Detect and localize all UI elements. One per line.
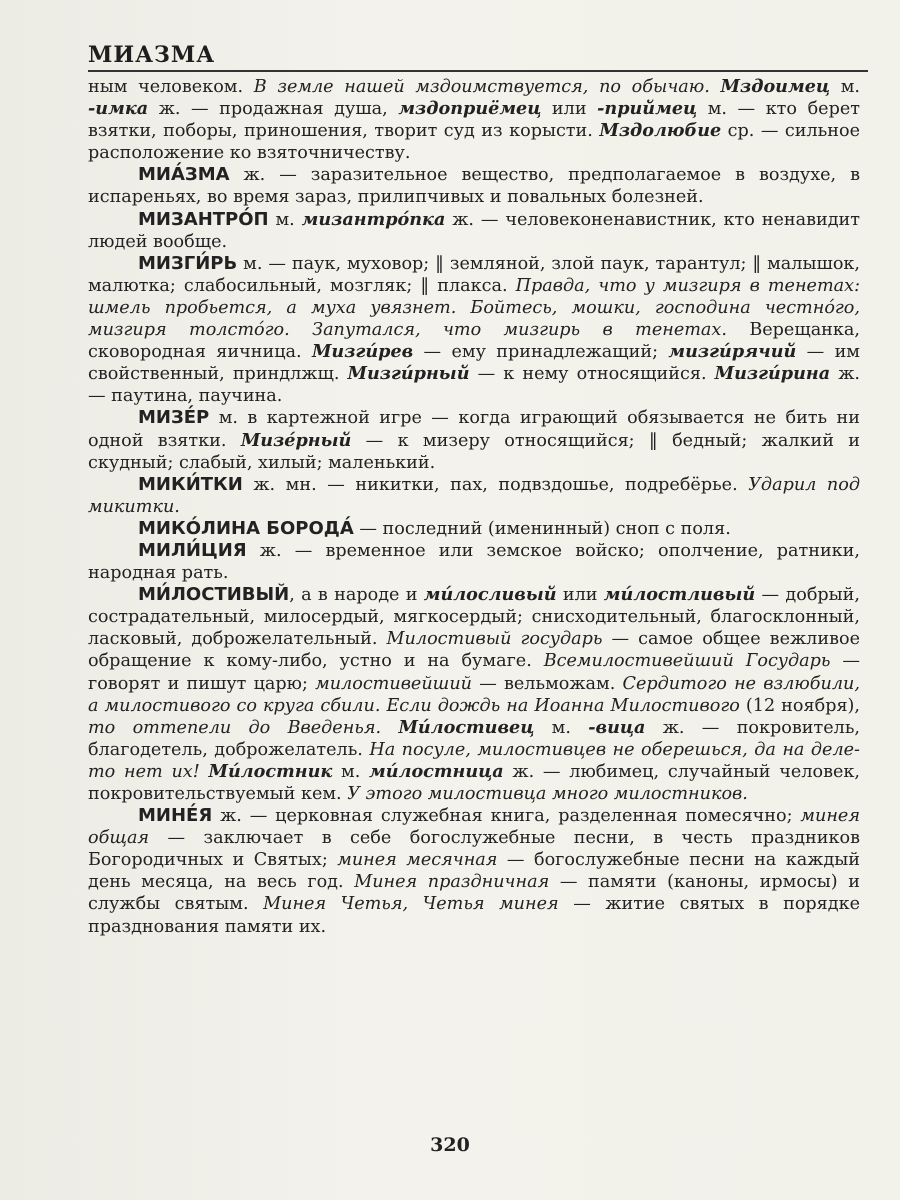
headword: МИЗГИ́РЬ xyxy=(138,252,238,274)
example-text: На посуле, милостивцев не оберешься, да на деле-то нет их! xyxy=(88,739,861,782)
definition-text: — к нему относящийся. xyxy=(469,364,715,385)
derived-word: мздоприёмец xyxy=(398,98,542,120)
derived-word: Ми́лостник xyxy=(208,760,333,782)
definition-text: — житие святых в порядке празднования памяти их. xyxy=(88,894,861,937)
definition-text: м. — паук, муховор; ‖ земляной, злой паук, тарантул; ‖ малышок, малютка; слабосильный, мозгляк; ‖ плакса. xyxy=(88,253,860,296)
definition-text: — говорят и пишут царю; xyxy=(88,651,860,694)
definition-text: — последний (именинный) сноп с поля. xyxy=(353,518,731,539)
definition-text: — самое общее вежливое обращение к кому-либо, устно и на бумаге. xyxy=(88,629,860,672)
header-title: МИАЗМА xyxy=(88,42,216,68)
headword: МИА́ЗМА xyxy=(138,164,230,186)
example-text: милостивейший xyxy=(315,673,473,694)
example-text: Милостивый государь xyxy=(386,629,603,650)
example-text: Правда, что у мизгиря в тенетах: шмель пробьется, а муха увязнет. Бойтесь, мошки, господина честно́го, мизгиря толсто́го. Запутался, что мизгирь в тенетах. xyxy=(88,275,860,341)
derived-word: -приймец xyxy=(597,98,698,120)
example-text: В земле нашей мздоимствуется, по обычаю. xyxy=(253,77,710,97)
dictionary-entry xyxy=(88,518,860,540)
derived-word: Мизги́рина xyxy=(714,363,831,385)
definition-text: или xyxy=(556,585,604,606)
definition-text xyxy=(381,718,398,738)
derived-word: Мздолюбие xyxy=(599,120,722,142)
headword: МИНЕ́Я xyxy=(138,805,213,827)
headword: МИ́ЛОСТИВЫЙ xyxy=(138,584,290,606)
dictionary-entry xyxy=(88,253,860,408)
definition-text: м. xyxy=(332,761,370,782)
definition-text: — добрый, сострадательный, милосердый, мягкосердый; снисходительный, благосклонный, ласковый, доброжелательный. xyxy=(88,585,860,650)
dictionary-entry xyxy=(88,407,860,473)
derived-word: -имка xyxy=(88,98,149,120)
headword: МИЗАНТРО́П xyxy=(138,208,269,230)
definition-text: ж. мн. — никитки, пах, подвздошье, подребёрье. xyxy=(242,474,749,495)
definition-text: — богослужебные песни на каждый день месяца, на весь год. xyxy=(88,850,861,893)
definition-text: м. xyxy=(534,717,589,738)
example-text: Ударил под микитки. xyxy=(88,474,860,517)
derived-word: Мизги́рев xyxy=(311,341,414,363)
definition-text: Верещанка, сковородная яичница. xyxy=(88,320,860,363)
example-text: минея общая xyxy=(88,806,860,849)
definition-text: — памяти (каноны, ирмосы) и службы святым. xyxy=(88,872,860,915)
example-text: Сердитого не взлюбили, а милостивого со круга сбили. Если дождь на Иоанна Милостивого xyxy=(88,673,860,716)
example-text: У этого милостивца много милостников. xyxy=(347,784,748,804)
derived-word: ми́лостница xyxy=(369,760,504,782)
definition-text: м. в картежной игре — когда играющий обязывается не бить ни одной взятки. xyxy=(88,408,860,451)
headword: МИЗЕ́Р xyxy=(138,407,210,429)
example-text: минея месячная xyxy=(337,850,498,871)
headword: МИКО́ЛИНА БОРОДА́ xyxy=(138,517,354,539)
definition-text: ж. — временное или земское войско; ополчение, ратники, народная рать. xyxy=(88,540,860,584)
definition-text: ж. — покровитель, благодетель, доброжелатель. xyxy=(88,717,860,760)
derived-word: мизантро́пка xyxy=(301,208,446,230)
definition-text xyxy=(710,77,721,97)
dictionary-entry xyxy=(88,584,860,805)
page-number: 320 xyxy=(430,1134,470,1156)
derived-word: Мизе́рный xyxy=(240,429,352,451)
definition-text: — заключает в себе богослужебные песни, в честь праздников Богородичных и Святых; xyxy=(88,828,860,871)
example-text: Минея Четья, Четья минея xyxy=(263,894,559,915)
definition-text: — к мизеру относящийся; ‖ бедный; жалкий и скудный; слабый, хилый; маленький. xyxy=(88,430,860,473)
definition-text: м. — кто берет взятки, поборы, приношения, творит суд из корысти. xyxy=(88,99,860,142)
definition-text: ср. — сильное расположение ко взяточничеству. xyxy=(88,121,860,164)
definition-text: ж. — заразительное вещество, предполагаемое в воздухе, в испареньях, во время зараз, прилипчивых и повальных болезней. xyxy=(88,165,860,208)
derived-word: мизги́рячий xyxy=(668,341,797,363)
definition-text: ж. — паутина, паучина. xyxy=(88,364,860,407)
definition-text: м. xyxy=(830,77,860,97)
definition-text: — им свойственный, приндлжщ. xyxy=(88,342,860,385)
definition-text: ж. — продажная душа, xyxy=(148,99,399,120)
headword: МИКИ́ТКИ xyxy=(138,473,243,495)
definition-text: ж. — любимец, случайный человек, покровительствуемый кем. xyxy=(88,761,860,804)
example-text: Всемилостивейший Государь xyxy=(543,651,831,672)
dictionary-entry xyxy=(88,164,860,208)
definition-text xyxy=(200,762,209,782)
running-header xyxy=(88,42,868,72)
entry-continuation xyxy=(88,76,860,164)
definition-text: ж. — человеконенавистник, кто ненавидит людей вообще. xyxy=(88,209,860,252)
derived-word: ми́лостливый xyxy=(603,584,756,606)
derived-word: Мизги́рный xyxy=(347,363,470,385)
dictionary-entry xyxy=(88,540,860,584)
dictionary-entry xyxy=(88,474,860,518)
dictionary-entry xyxy=(88,209,860,253)
derived-word: Мздоимец xyxy=(720,76,831,97)
definition-text: — ему принадлежащий; xyxy=(413,342,669,363)
example-text: Минея праздничная xyxy=(354,872,550,893)
headword: МИЛИ́ЦИЯ xyxy=(138,539,247,561)
definition-text: ным человеком. xyxy=(88,77,254,97)
definition-text: или xyxy=(541,99,598,120)
definition-text: (12 ноября), xyxy=(739,695,861,716)
derived-word: Ми́лостивец xyxy=(398,716,535,738)
definition-text: ж. — церковная служебная книга, разделенная помесячно; xyxy=(212,806,801,827)
derived-word: ми́лосливый xyxy=(423,584,557,606)
dictionary-text xyxy=(88,76,860,938)
definition-text: — вельможам. xyxy=(472,673,623,694)
example-text: то оттепели до Введенья. xyxy=(88,717,382,738)
dictionary-entry xyxy=(88,805,860,938)
definition-text: м. xyxy=(268,209,302,230)
derived-word: -вица xyxy=(588,716,646,738)
definition-text: , а в народе и xyxy=(289,585,424,606)
